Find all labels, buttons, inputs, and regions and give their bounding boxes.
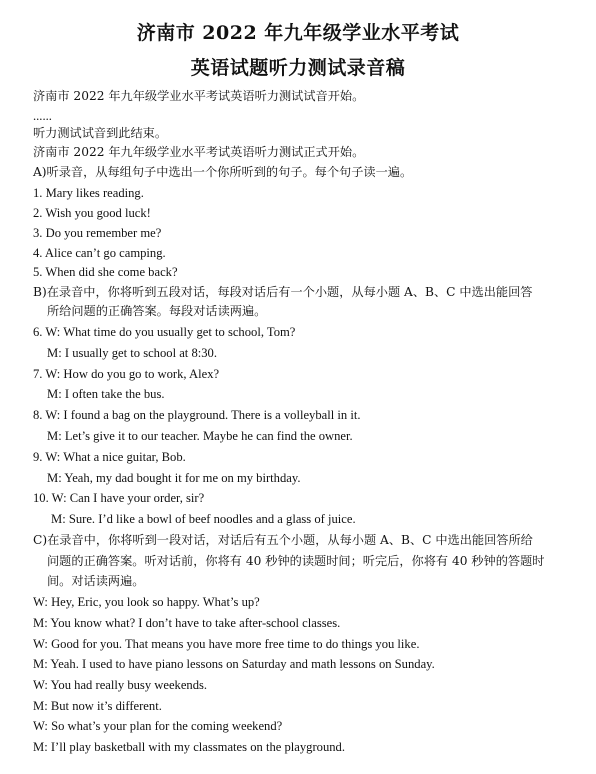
section-a-instruction: A)听录音，从每组句子中选出一个你所听到的句子。每个句子读一遍。 bbox=[33, 165, 413, 179]
dialog-question: 7. W: How do you go to work, Alex? bbox=[33, 367, 220, 381]
section-c-instruction-line1: C)在录音中，你将听到一段对话，对话后有五个小题，从每小题 A、B、C 中选出能回答所给 bbox=[33, 533, 533, 547]
conversation-line: M: I’ll play basketball with my classmates on the playground. bbox=[33, 740, 345, 754]
dialog-answer: M: I often take the bus. bbox=[47, 387, 165, 401]
dialog-answer: M: Sure. I’d like a bowl of beef noodles and a glass of juice. bbox=[51, 512, 356, 526]
section-a-item: 2. Wish you good luck! bbox=[33, 206, 151, 220]
conversation-line: M: You know what? I don’t have to take after-school classes. bbox=[33, 616, 341, 630]
section-a-item: 1. Mary likes reading. bbox=[33, 186, 144, 200]
section-b-instruction-line2: 所给问题的正确答案。每段对话读两遍。 bbox=[47, 304, 267, 318]
section-c-instruction-line2: 问题的正确答案。听对话前，你将有 40 秒钟的读题时间；听完后，你将有 40 秒钟的答题时 bbox=[47, 554, 545, 568]
official-start-line: 济南市 2022 年九年级学业水平考试英语听力测试正式开始。 bbox=[33, 145, 365, 159]
dialog-question: 9. W: What a nice guitar, Bob. bbox=[33, 450, 186, 464]
conversation-line: M: Yeah. I used to have piano lessons on Saturday and math lessons on Sunday. bbox=[33, 657, 435, 671]
conversation-line: W: Hey, Eric, you look so happy. What’s up? bbox=[33, 595, 260, 609]
conversation-line: M: But now it’s different. bbox=[33, 699, 162, 713]
trial-end-line: 听力测试试音到此结束。 bbox=[33, 126, 168, 140]
conversation-line: W: You had really busy weekends. bbox=[33, 678, 208, 692]
dialog-question: 6. W: What time do you usually get to school, Tom? bbox=[33, 325, 296, 339]
section-a-item: 5. When did she come back? bbox=[33, 265, 178, 279]
section-c-instruction-line3: 间。对话读两遍。 bbox=[47, 574, 145, 588]
dialog-answer: M: Yeah, my dad bought it for me on my birthday. bbox=[47, 471, 301, 485]
ellipsis-line: ...... bbox=[33, 109, 52, 123]
dialog-answer: M: Let’s give it to our teacher. Maybe he can find the owner. bbox=[47, 429, 353, 443]
dialog-question: 8. W: I found a bag on the playground. There is a volleyball in it. bbox=[33, 408, 361, 422]
conversation-line: W: So what’s your plan for the coming weekend? bbox=[33, 719, 283, 733]
section-a-item: 4. Alice can’t go camping. bbox=[33, 246, 166, 260]
conversation-line: W: Good for you. That means you have more free time to do things you like. bbox=[33, 637, 420, 651]
dialog-question: 10. W: Can I have your order, sir? bbox=[33, 491, 205, 505]
document-title: 济南市 2022 年九年级学业水平考试 bbox=[136, 22, 460, 44]
trial-start-line: 济南市 2022 年九年级学业水平考试英语听力测试试音开始。 bbox=[33, 89, 365, 103]
section-a-item: 3. Do you remember me? bbox=[33, 226, 162, 240]
section-b-instruction-line1: B)在录音中，你将听到五段对话，每段对话后有一个小题，从每小题 A、B、C 中选出能回答 bbox=[33, 285, 533, 299]
dialog-answer: M: I usually get to school at 8:30. bbox=[47, 346, 217, 360]
document-subtitle: 英语试题听力测试录音稿 bbox=[190, 57, 406, 79]
